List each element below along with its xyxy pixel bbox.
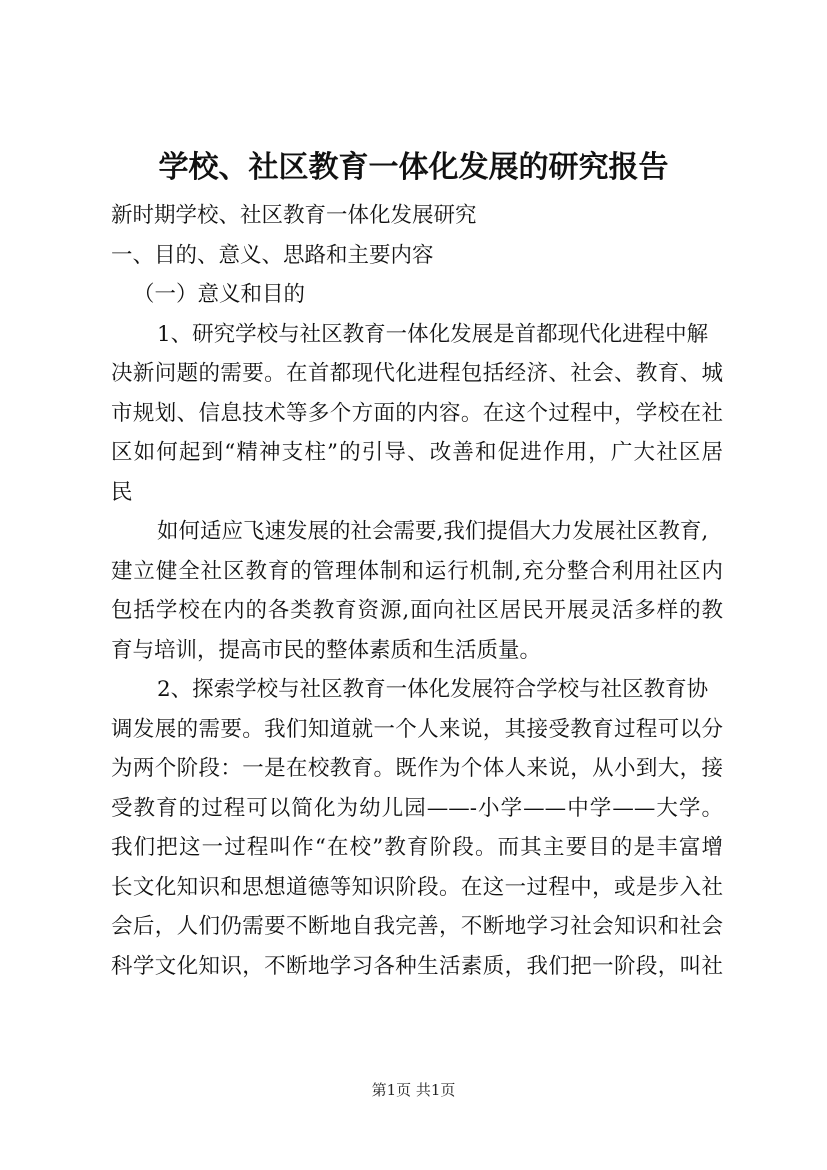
- paragraph-3-line-4: 受教育的过程可以简化为幼儿园——-小学——中学——大学。: [111, 795, 723, 821]
- paragraph-3-line-6: 长文化知识和思想道德等知识阶段。在这一过程中，或是步入社: [111, 874, 723, 900]
- paragraph-3-line-7: 会后，人们仍需要不断地自我完善，不断地学习社会知识和社会: [111, 914, 723, 939]
- subsection-heading: （一）意义和目的: [133, 282, 306, 307]
- section-heading: 一、目的、意义、思路和主要内容: [111, 242, 434, 268]
- paragraph-2-line-3: 包括学校在内的各类教育资源,面向社区居民开展灵活多样的教: [111, 598, 723, 623]
- paragraph-1-line-1: 1、研究学校与社区教育一体化发展是首都现代化进程中解: [157, 321, 709, 347]
- paragraph-1-line-4: 区如何起到“精神支柱”的引导、改善和促进作用，广大社区居: [111, 440, 723, 465]
- paragraph-2-line-4: 育与培训，提高市民的整体素质和生活质量。: [111, 637, 542, 663]
- paragraph-2-line-1: 如何适应飞速发展的社会需要,我们提倡大力发展社区教育,: [157, 519, 709, 544]
- paragraph-3-line-8: 科学文化知识，不断地学习各种生活素质，我们把一阶段，叫社: [111, 953, 723, 979]
- paragraph-3-line-5: 我们把这一过程叫作“在校”教育阶段。而其主要目的是丰富增: [111, 835, 723, 860]
- paragraph-1-line-3: 市规划、信息技术等多个方面的内容。在这个过程中，学校在社: [111, 400, 723, 426]
- page-footer: 第1页 共1页: [371, 1081, 456, 1099]
- paragraph-1-line-5: 民: [111, 479, 133, 505]
- subtitle-line: 新时期学校、社区教育一体化发展研究: [111, 203, 477, 228]
- paragraph-2-line-2: 建立健全社区教育的管理体制和运行机制,充分整合利用社区内: [111, 558, 723, 584]
- paragraph-3-line-1: 2、探索学校与社区教育一体化发展符合学校与社区教育协: [157, 677, 709, 702]
- document-body: [111, 196, 723, 986]
- paragraph-1-line-2: 决新问题的需要。在首都现代化进程包括经济、社会、教育、城: [111, 361, 723, 386]
- document-title: 学校、社区教育一体化发展的研究报告: [158, 150, 669, 185]
- paragraph-3-line-2: 调发展的需要。我们知道就一个人来说，其接受教育过程可以分: [111, 716, 723, 742]
- paragraph-3-line-3: 为两个阶段：一是在校教育。既作为个体人来说，从小到大，接: [111, 756, 723, 781]
